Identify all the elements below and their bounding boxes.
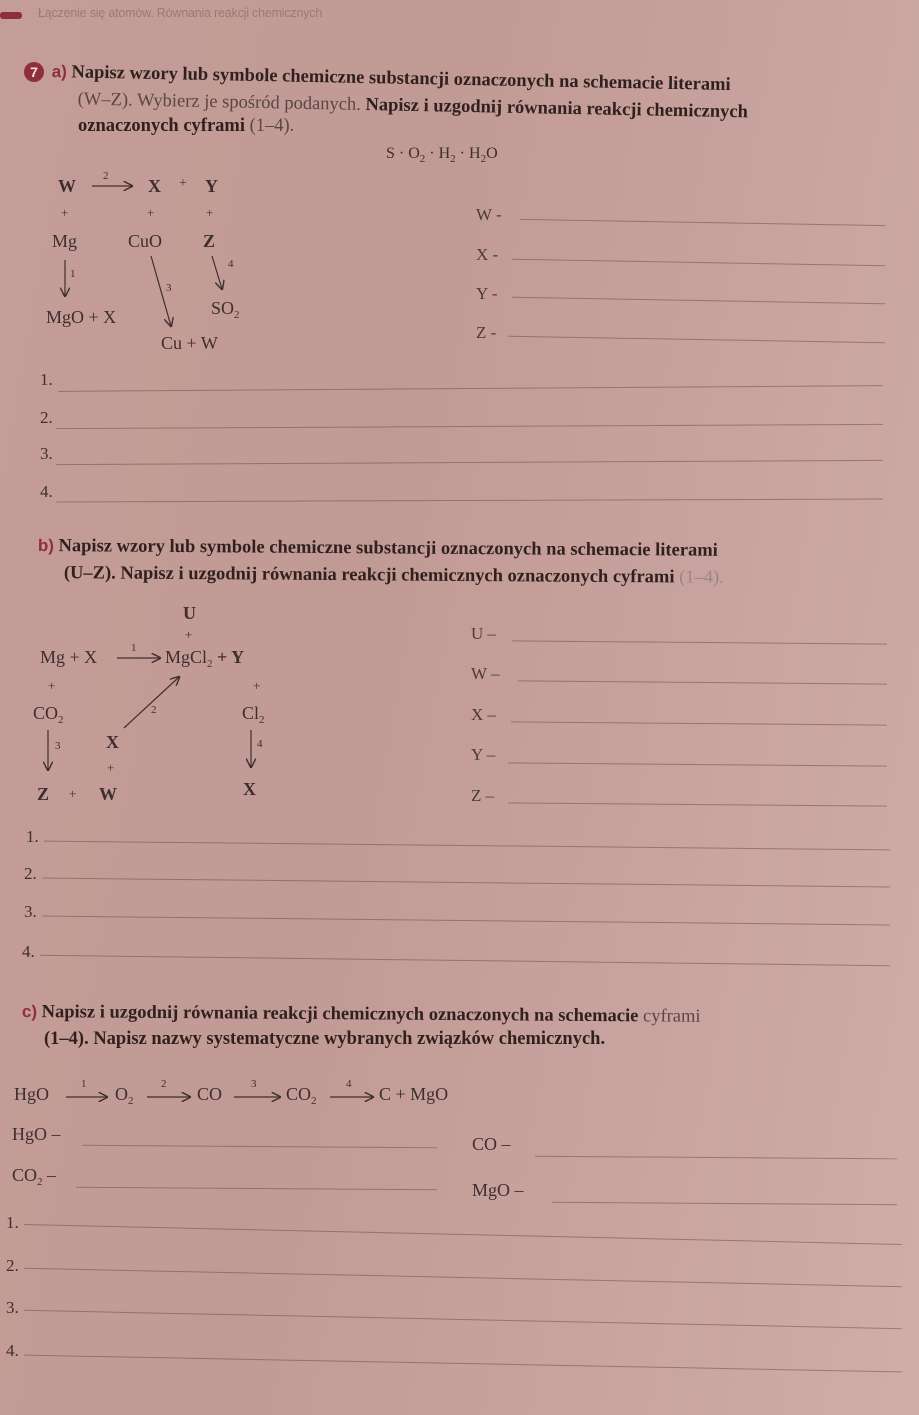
part-c-line1-end: cyframi (638, 1006, 701, 1027)
arrow-label-3: 3 (166, 282, 172, 294)
equation-number: 4. (40, 482, 53, 501)
plus: + (185, 627, 193, 642)
part-b-line2-range: (1–4). (674, 567, 724, 588)
part-a-line1: Napisz wzory lub symbole chemiczne substancji oznaczonych na schemacie literami (71, 62, 731, 96)
subscript: 2 (259, 714, 265, 726)
name-label-CO2: CO (12, 1165, 38, 1185)
scheme-b-W: W (99, 784, 117, 804)
scheme-b-MgCl2: MgCl (165, 647, 208, 667)
equation-number: 3. (40, 444, 53, 463)
answer-label-Y: Y – (471, 745, 496, 764)
arrow-label-2: 2 (151, 704, 157, 716)
part-c-line2: (1–4). Napisz nazwy systematyczne wybranych związków chemicznych. (44, 1029, 606, 1049)
chain-CO: CO (197, 1084, 223, 1104)
scheme-a-W: W (58, 176, 76, 196)
plus: + (179, 176, 187, 191)
answer-label-W: W - (476, 205, 502, 224)
plus: + (206, 205, 214, 220)
equation-number: 4. (22, 942, 35, 961)
answer-label-Y: Y - (476, 284, 498, 303)
answer-label-U: U – (471, 624, 497, 643)
scheme-a-X: X (148, 176, 161, 196)
arrow-label-1: 1 (131, 642, 137, 654)
equation-number: 3. (6, 1298, 19, 1317)
scheme-b-Cl2: Cl (242, 703, 260, 723)
chain-O2: O (115, 1084, 128, 1104)
part-c-line1: Napisz i uzgodnij równania reakcji chemicznych oznaczonych na schemacie (41, 1002, 639, 1027)
part-a-line3: oznaczonych cyframi (78, 116, 245, 136)
part-b-line1: Napisz wzory lub symbole chemiczne substancji oznaczonych na schemacie literami (58, 536, 718, 561)
plus: + (69, 786, 77, 801)
answer-label-W: W – (471, 664, 500, 683)
plus: + (61, 205, 69, 220)
part-b-instruction (38, 532, 908, 587)
scheme-a-MgO-X: MgO + X (46, 307, 117, 327)
part-b-line2: (U–Z). Napisz i uzgodnij równania reakcji chemicznych oznaczonych cyframi (63, 563, 675, 588)
part-c-label: c) (21, 1001, 38, 1022)
part-a-label: a) (51, 61, 68, 82)
equation-number: 2. (6, 1256, 19, 1275)
equation-number: 1. (40, 370, 53, 389)
arrow-label-2: 2 (103, 170, 109, 182)
task-number-badge: 7 (24, 62, 44, 82)
part-a-line2a: (W–Z). Wybierz je spośród podanych. (77, 89, 362, 115)
answer-label-X: X - (476, 245, 499, 264)
given-substances: $S \cdot O_2 \cdot H_2 \cdot H_2O$ (386, 145, 498, 165)
scheme-a-CuO: CuO (128, 231, 163, 251)
equation-number: 1. (6, 1213, 19, 1232)
scheme-a-Cu-W: Cu + W (161, 333, 218, 353)
scheme-b-Z: Z (37, 784, 50, 804)
scheme-b-Mg-X: Mg + X (40, 647, 98, 667)
equation-number: 1. (26, 827, 39, 846)
part-a-line3-range: (1–4). (244, 116, 295, 136)
arrow-label-2: 2 (161, 1078, 167, 1090)
part-c-instruction (22, 998, 912, 1053)
chain-HgO: HgO (14, 1084, 49, 1104)
scheme-b-Y: + Y (212, 647, 245, 667)
scheme-a-Mg: Mg (52, 231, 78, 251)
scheme-b-CO2: CO (33, 703, 59, 723)
answer-label-Z: Z – (471, 786, 495, 805)
subscript: 2 (58, 714, 64, 726)
scheme-b-X: X (106, 732, 119, 752)
scheme-b-X-product: X (243, 779, 256, 799)
subscript: 2 (311, 1095, 317, 1107)
name-label-MgO: MgO – (472, 1180, 524, 1200)
part-a-line2b: Napisz i uzgodnij równania reakcji chemicznych (360, 94, 749, 123)
arrow-label-4: 4 (228, 258, 234, 270)
arrow-label-1: 1 (81, 1078, 87, 1090)
equation-number: 3. (24, 902, 37, 921)
plus: + (48, 678, 56, 693)
dash: – (42, 1165, 57, 1185)
part-b-label: b) (37, 535, 55, 556)
subscript: 2 (234, 309, 240, 321)
equation-number: 2. (40, 408, 53, 427)
chain-C-MgO: C + MgO (379, 1084, 449, 1104)
name-label-CO: CO – (472, 1134, 511, 1154)
scheme-a-SO2: SO (211, 298, 235, 318)
equation-number: 4. (6, 1341, 19, 1360)
plus: + (147, 205, 155, 220)
scheme-a-Z: Z (203, 231, 216, 251)
subscript: 2 (207, 658, 213, 670)
running-title: Łączenie się atomów. Równania reakcji chemicznych (38, 6, 323, 20)
scheme-a-Y: Y (205, 176, 218, 196)
arrow-label-4: 4 (257, 738, 263, 750)
chain-CO2: CO (286, 1084, 312, 1104)
plus: + (253, 678, 261, 693)
arrow-label-3: 3 (55, 740, 61, 752)
arrow-label-3: 3 (251, 1078, 257, 1090)
answer-label-Z: Z - (476, 323, 497, 342)
answer-label-X: X – (471, 705, 497, 724)
equation-number: 2. (24, 864, 37, 883)
arrow-label-4: 4 (346, 1078, 352, 1090)
name-label-HgO: HgO – (12, 1124, 61, 1144)
subscript: 2 (128, 1095, 134, 1107)
plus: + (107, 760, 115, 775)
scheme-b-U: U (183, 603, 196, 623)
arrow-label-1: 1 (70, 268, 76, 280)
